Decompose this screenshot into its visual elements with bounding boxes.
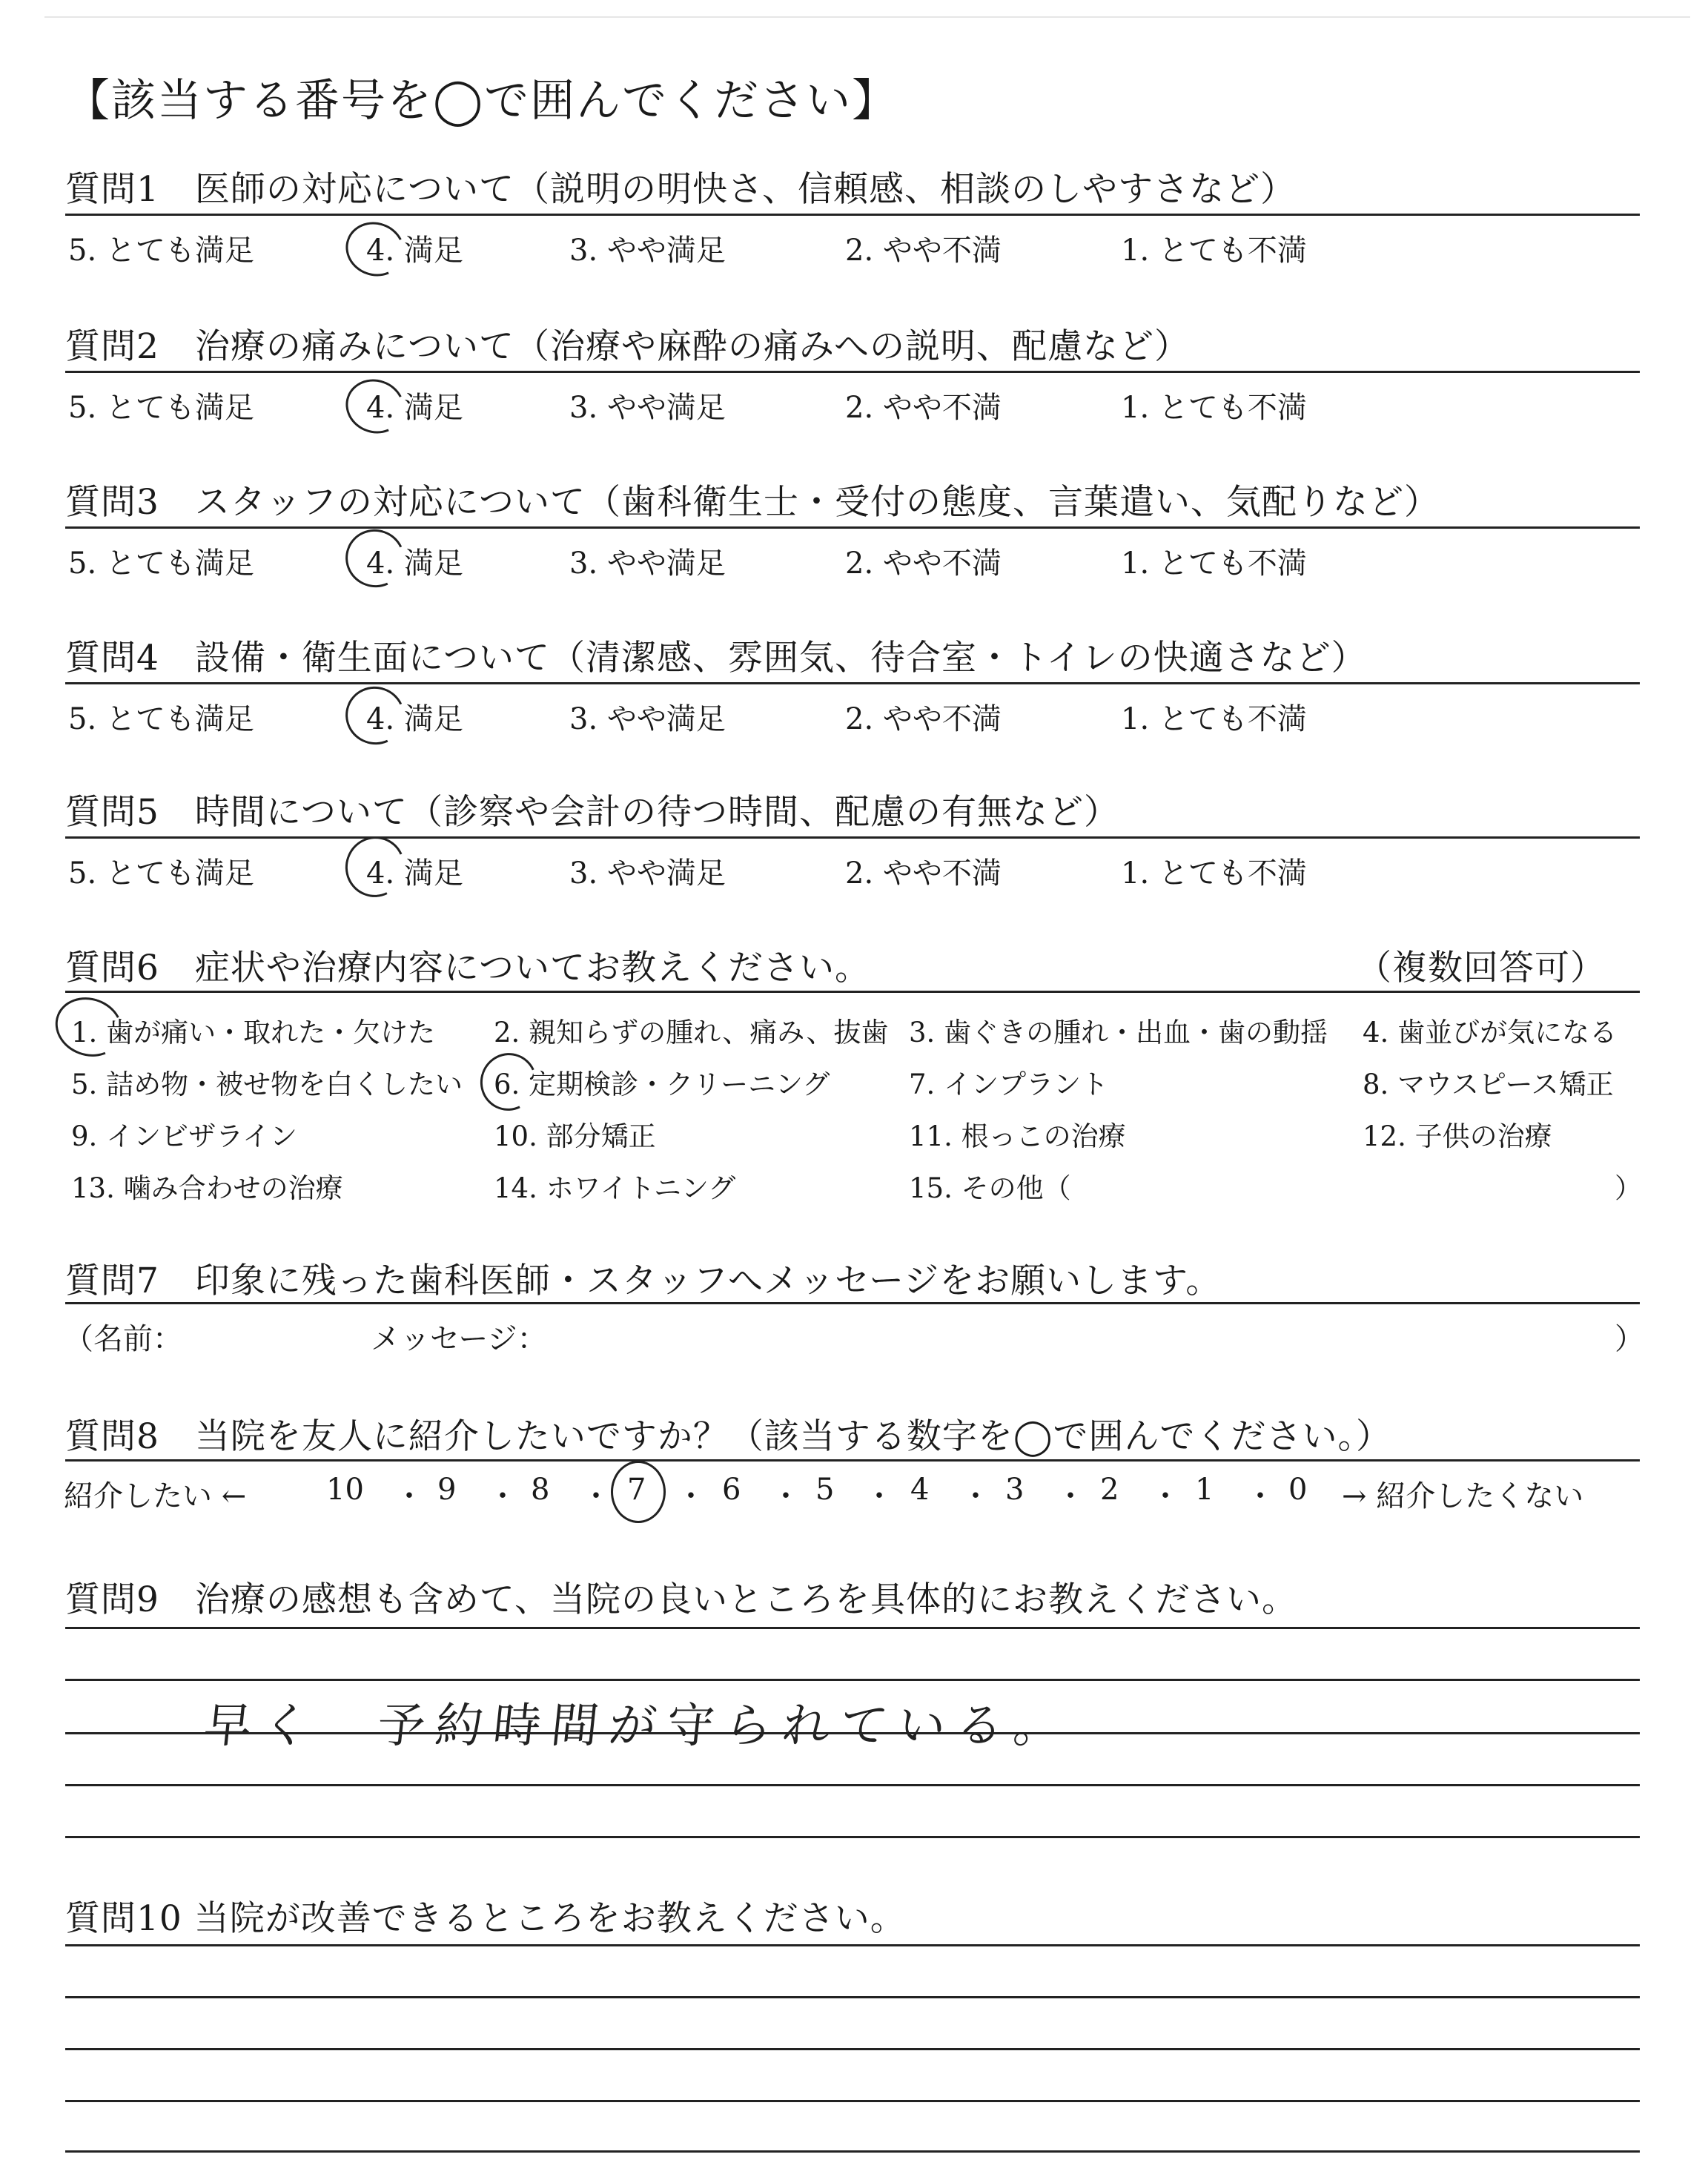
q6-other-close: ）	[1615, 1172, 1642, 1204]
q6-option-8[interactable]: 8. マウスピース矯正	[1363, 1069, 1614, 1100]
q6-multiple-note: （複数回答可）	[1357, 948, 1606, 988]
q6-title: 質問6 症状や治療内容についてお教えください。	[65, 948, 870, 988]
q3-title: 質問3 スタッフの対応について（歯科衛生士・受付の態度、言葉遣い、気配りなど）	[65, 482, 1440, 523]
q4-option-4[interactable]: 4. 満足	[366, 702, 463, 736]
q3-option-3[interactable]: 3. やや満足	[569, 546, 726, 581]
q6-option-12[interactable]: 12. 子供の治療	[1363, 1120, 1552, 1152]
q8-scale-9[interactable]: 9	[437, 1473, 457, 1507]
q5-option-1[interactable]: 1. とても不満	[1121, 856, 1307, 891]
q9-rule-4	[65, 1784, 1640, 1786]
q6-option-11[interactable]: 11. 根っこの治療	[909, 1120, 1126, 1152]
q8-sep-8: ・	[1056, 1479, 1085, 1513]
q3-rule	[65, 526, 1640, 529]
q5-selection-circle	[337, 828, 413, 905]
q6-option-1[interactable]: 1. 歯が痛い・取れた・欠けた	[71, 1017, 436, 1048]
q2-title: 質問2 治療の痛みについて（治療や麻酔の痛みへの説明、配慮など）	[65, 326, 1191, 367]
q8-right-label: → 紹介したくない	[1342, 1479, 1584, 1513]
q8-sep-5: ・	[771, 1479, 801, 1513]
q6-option-3[interactable]: 3. 歯ぐきの腫れ・出血・歯の動揺	[909, 1017, 1328, 1048]
q8-sep-10: ・	[1245, 1479, 1275, 1513]
q3-option-2[interactable]: 2. やや不満	[845, 546, 1002, 581]
q3-selection-circle	[337, 521, 413, 596]
q6-option-9[interactable]: 9. インビザライン	[71, 1120, 297, 1152]
q8-scale-8[interactable]: 8	[531, 1473, 550, 1507]
q8-scale-3[interactable]: 3	[1005, 1473, 1025, 1507]
q10-title: 質問10 当院が改善できるところをお教えください。	[65, 1898, 906, 1939]
q6-option-7[interactable]: 7. インプラント	[909, 1069, 1109, 1100]
q5-option-4[interactable]: 4. 満足	[366, 856, 463, 891]
q7-title: 質問7 印象に残った歯科医師・スタッフへメッセージをお願いします。	[65, 1261, 1222, 1301]
q7-name-label: （名前：	[64, 1322, 182, 1356]
q8-scale-10[interactable]: 10	[326, 1473, 364, 1507]
q4-option-5[interactable]: 5. とても満足	[68, 702, 254, 736]
page-top-edge	[44, 16, 1690, 18]
q8-left-label: 紹介したい ←	[64, 1479, 247, 1513]
q8-scale-5[interactable]: 5	[815, 1473, 835, 1507]
q1-option-5[interactable]: 5. とても満足	[68, 234, 254, 268]
q3-option-1[interactable]: 1. とても不満	[1121, 546, 1307, 581]
q5-rule	[65, 836, 1640, 839]
q8-sep-3: ・	[581, 1479, 611, 1513]
q10-rule-2	[65, 1996, 1640, 1998]
q6-option-5[interactable]: 5. 詰め物・被せ物を白くしたい	[71, 1069, 463, 1100]
q6-option-13[interactable]: 13. 噛み合わせの治療	[71, 1172, 343, 1204]
q4-title: 質問4 設備・衛生面について（清潔感、雰囲気、待合室・トイレの快適さなど）	[65, 638, 1367, 678]
q2-option-1[interactable]: 1. とても不満	[1121, 391, 1307, 425]
q9-rule-5	[65, 1836, 1640, 1838]
q6-selection-circle-6	[472, 1045, 545, 1118]
q8-rule	[65, 1459, 1640, 1462]
q8-sep-7: ・	[961, 1479, 990, 1513]
q5-option-3[interactable]: 3. やや満足	[569, 856, 726, 891]
q10-rule-5	[65, 2150, 1640, 2153]
q5-title: 質問5 時間について（診察や会計の待つ時間、配慮の有無など）	[65, 792, 1119, 833]
q7-close: ）	[1615, 1322, 1644, 1356]
q4-option-2[interactable]: 2. やや不満	[845, 702, 1002, 736]
q6-option-4[interactable]: 4. 歯並びが気になる	[1363, 1017, 1618, 1048]
q3-option-4[interactable]: 4. 満足	[366, 546, 463, 581]
q10-rule-1	[65, 1944, 1640, 1946]
q2-selection-circle	[338, 371, 412, 441]
q8-title: 質問8 当院を友人に紹介したいですか？（該当する数字を◯で囲んでください。）	[65, 1416, 1392, 1457]
q8-sep-2: ・	[488, 1479, 517, 1513]
q5-option-2[interactable]: 2. やや不満	[845, 856, 1002, 891]
q2-rule	[65, 371, 1640, 373]
q1-option-3[interactable]: 3. やや満足	[569, 234, 726, 268]
q2-option-4[interactable]: 4. 満足	[366, 391, 463, 425]
q2-option-3[interactable]: 3. やや満足	[569, 391, 726, 425]
q1-rule	[65, 214, 1640, 216]
q4-option-3[interactable]: 3. やや満足	[569, 702, 726, 736]
q8-scale-7[interactable]: 7	[627, 1473, 646, 1507]
q8-sep-1: ・	[394, 1479, 424, 1513]
q10-rule-4	[65, 2100, 1640, 2102]
q1-title: 質問1 医師の対応について（説明の明快さ、信頼感、相談のしやすさなど）	[65, 169, 1297, 210]
q6-option-2[interactable]: 2. 親知らずの腫れ、痛み、抜歯	[494, 1017, 889, 1048]
q8-sep-9: ・	[1151, 1479, 1180, 1513]
q8-scale-6[interactable]: 6	[722, 1473, 741, 1507]
q10-rule-3	[65, 2048, 1640, 2050]
q2-option-2[interactable]: 2. やや不満	[845, 391, 1002, 425]
q6-option-6[interactable]: 6. 定期検診・クリーニング	[494, 1069, 830, 1100]
q4-selection-circle	[337, 678, 413, 753]
q1-option-2[interactable]: 2. やや不満	[845, 234, 1002, 268]
q8-scale-1[interactable]: 1	[1195, 1473, 1214, 1507]
q4-rule	[65, 682, 1640, 684]
q1-option-1[interactable]: 1. とても不満	[1121, 234, 1307, 268]
q6-selection-circle-1	[47, 988, 130, 1066]
q6-option-10[interactable]: 10. 部分矯正	[494, 1120, 656, 1152]
q6-option-14[interactable]: 14. ホワイトニング	[494, 1172, 736, 1204]
q3-option-5[interactable]: 5. とても満足	[68, 546, 254, 581]
q9-rule-1	[65, 1627, 1640, 1629]
q9-handwritten-answer: 早く 予約時間が守られている。	[201, 1699, 1075, 1754]
q8-scale-0[interactable]: 0	[1288, 1473, 1308, 1507]
q5-option-5[interactable]: 5. とても満足	[68, 856, 254, 891]
q1-option-4[interactable]: 4. 満足	[366, 234, 463, 268]
q8-selection-circle	[611, 1461, 666, 1523]
q9-title: 質問9 治療の感想も含めて、当院の良いところを具体的にお教えください。	[65, 1579, 1297, 1620]
q4-option-1[interactable]: 1. とても不満	[1121, 702, 1307, 736]
q8-scale-2[interactable]: 2	[1100, 1473, 1119, 1507]
form-header: 【該当する番号を◯で囲んでください】	[65, 75, 898, 127]
q7-rule	[65, 1302, 1640, 1304]
q7-message-label: メッセージ：	[371, 1322, 547, 1356]
q6-rule	[65, 991, 1640, 993]
q8-sep-4: ・	[676, 1479, 706, 1513]
q8-sep-6: ・	[864, 1479, 894, 1513]
q1-selection-circle	[338, 214, 412, 284]
q8-scale-4[interactable]: 4	[910, 1473, 930, 1507]
q2-option-5[interactable]: 5. とても満足	[68, 391, 254, 425]
q6-option-15[interactable]: 15. その他（	[909, 1172, 1071, 1204]
q9-rule-2	[65, 1679, 1640, 1681]
